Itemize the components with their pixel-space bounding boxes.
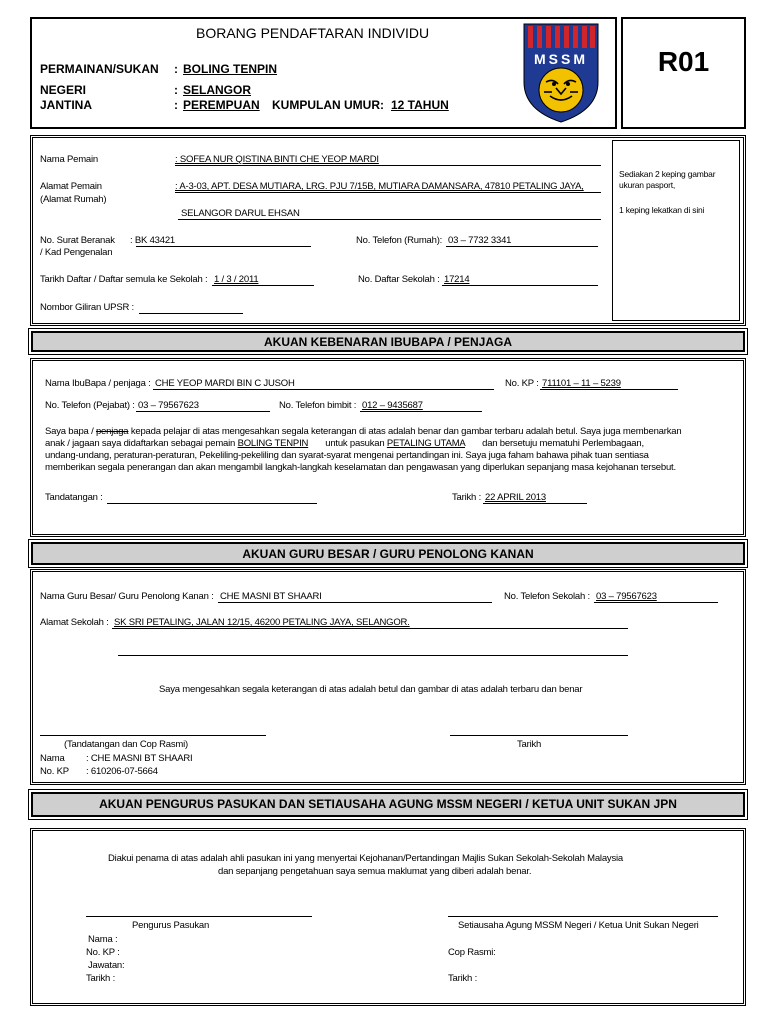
birth-cert-label-2: / Kad Pengenalan bbox=[40, 247, 113, 258]
manager-statement-2: dan sepanjang pengetahuan saya semua maklumat yang diberi adalah benar. bbox=[218, 866, 532, 877]
office-phone-value[interactable]: 03 – 79567623 bbox=[138, 400, 199, 411]
parent-sign-rule[interactable] bbox=[107, 503, 317, 504]
decl-text: untuk pasukan bbox=[308, 438, 387, 449]
game-colon: : bbox=[174, 62, 178, 76]
school-addr-label: Alamat Sekolah : bbox=[40, 617, 109, 628]
photo-note-1: Sediakan 2 keping gambar bbox=[619, 169, 716, 179]
hm-nama-label: Nama bbox=[40, 753, 65, 764]
photo-note-3: 1 keping lekatkan di sini bbox=[619, 205, 705, 215]
school-reg-label: No. Daftar Sekolah : bbox=[358, 274, 440, 285]
address-line-2-rule bbox=[178, 219, 601, 220]
manager-banner: AKUAN PENGURUS PASUKAN DAN SETIAUSAHA AGUNG MSSM NEGERI / KETUA UNIT SUKAN JPN bbox=[31, 792, 745, 817]
parent-ic-rule bbox=[540, 389, 678, 390]
manager-tarikh: Tarikh : bbox=[86, 973, 116, 984]
age-group-value: 12 TAHUN bbox=[391, 98, 449, 112]
address-label-2: (Alamat Rumah) bbox=[40, 194, 107, 205]
photo-note-2: ukuran pasport, bbox=[619, 180, 676, 190]
form-title: BORANG PENDAFTARAN INDIVIDU bbox=[196, 25, 430, 41]
decl-text: dan bersetuju mematuhi Perlembagaan, bbox=[465, 438, 644, 449]
birth-cert-label: No. Surat Beranak bbox=[40, 235, 115, 246]
mobile-label: No. Telefon bimbit : bbox=[279, 400, 357, 411]
secretary-cop: Cop Rasmi: bbox=[448, 947, 496, 958]
secretary-sign-rule[interactable] bbox=[448, 916, 718, 917]
parent-declaration-line-1 bbox=[45, 426, 681, 438]
parent-name-value[interactable]: CHE YEOP MARDI BIN C JUSOH bbox=[155, 378, 295, 389]
office-phone-rule bbox=[136, 411, 270, 412]
parent-banner: AKUAN KEBENARAN IBUBAPA / PENJAGA bbox=[31, 331, 745, 352]
school-phone-label: No. Telefon Sekolah : bbox=[504, 591, 590, 602]
state-colon: : bbox=[174, 83, 178, 97]
reg-date-value[interactable]: 1 / 3 / 2011 bbox=[214, 274, 259, 285]
hm-name-value[interactable]: CHE MASNI BT SHAARI bbox=[220, 591, 322, 602]
form-code: R01 bbox=[657, 46, 710, 77]
home-phone-value[interactable]: 03 – 7732 3341 bbox=[448, 235, 512, 246]
hm-statement: Saya mengesahkan segala keterangan di atas adalah betul dan gambar di atas adalah terbaru dan benar bbox=[159, 684, 583, 695]
hm-sign-rule[interactable] bbox=[40, 735, 266, 736]
manager-caption: Pengurus Pasukan bbox=[132, 920, 210, 931]
player-name-value[interactable]: : SOFEA NUR QISTINA BINTI CHE YEOP MARDI bbox=[175, 154, 379, 165]
hm-sign-caption: (Tandatangan dan Cop Rasmi) bbox=[64, 739, 188, 750]
manager-jawatan: Jawatan: bbox=[88, 960, 125, 971]
school-reg-value[interactable]: 17214 bbox=[444, 274, 470, 285]
gender-label: JANTINA bbox=[40, 98, 93, 112]
school-reg-rule bbox=[442, 285, 598, 286]
decl-text: anak / jagaan saya didaftarkan sebagai pemain bbox=[45, 438, 238, 449]
gender-colon: : bbox=[174, 98, 178, 112]
upsr-label: Nombor Giliran UPSR : bbox=[40, 302, 134, 313]
reg-date-rule bbox=[212, 285, 314, 286]
parent-ic-value[interactable]: 711101 – 11 – 5239 bbox=[542, 378, 621, 389]
struck-word: penjaga bbox=[95, 426, 129, 437]
manager-sign-rule[interactable] bbox=[86, 916, 312, 917]
game-value: BOLING TENPIN bbox=[183, 62, 278, 76]
parent-date-value[interactable]: 22 APRIL 2013 bbox=[485, 492, 546, 503]
state-value: SELANGOR bbox=[183, 83, 252, 97]
birth-cert-rule bbox=[136, 246, 311, 247]
address-line-2[interactable]: SELANGOR DARUL EHSAN bbox=[181, 208, 300, 219]
parent-name-rule bbox=[153, 389, 494, 390]
hm-kp-label: No. KP bbox=[40, 766, 69, 777]
secretary-tarikh: Tarikh : bbox=[448, 973, 478, 984]
hm-name-label: Nama Guru Besar/ Guru Penolong Kanan : bbox=[40, 591, 214, 602]
age-group-label: KUMPULAN UMUR: bbox=[272, 98, 384, 112]
state-label: NEGERI bbox=[40, 83, 87, 97]
player-name-label: Nama Pemain bbox=[40, 154, 98, 165]
manager-kp: No. KP : bbox=[86, 947, 120, 958]
headmaster-banner: AKUAN GURU BESAR / GURU PENOLONG KANAN bbox=[31, 542, 745, 565]
parent-sign-label: Tandatangan : bbox=[45, 492, 103, 503]
manager-nama: Nama : bbox=[88, 934, 118, 945]
home-phone-rule bbox=[446, 246, 598, 247]
decl-game: BOLING TENPIN bbox=[237, 438, 309, 449]
secretary-caption: Setiausaha Agung MSSM Negeri / Ketua Unit Sukan Negeri bbox=[458, 920, 699, 931]
hm-date-rule[interactable] bbox=[450, 735, 628, 736]
gender-value: PEREMPUAN bbox=[183, 98, 260, 112]
parent-name-label: Nama IbuBapa / penjaga : bbox=[45, 378, 151, 389]
school-addr-value[interactable]: SK SRI PETALING, JALAN 12/15, 46200 PETALING JAYA, SELANGOR. bbox=[114, 617, 410, 628]
office-phone-label: No. Telefon (Pejabat) : bbox=[45, 400, 135, 411]
home-phone-label: No. Telefon (Rumah): bbox=[356, 235, 443, 246]
school-addr-rule bbox=[112, 628, 628, 629]
parent-declaration-line-3: undang-undang, peraturan-peraturan, Pekeliling-pekeliling dan syarat-syarat mengenai pertandingan ini. Saya juga faham bahawa pihak tuan sentiasa bbox=[45, 450, 649, 461]
decl-text: Saya bapa / bbox=[45, 426, 94, 437]
mssm-logo bbox=[520, 22, 602, 124]
manager-statement-1: Diakui penama di atas adalah ahli pasukan ini yang menyertai Kejohanan/Pertandingan Majlis Sukan Sekolah-Sekolah Malaysia bbox=[108, 853, 623, 864]
parent-declaration-line-4: memberikan segala penerangan dan akan mengambil langkah-langkah keselamatan dan pengawasan yang diperlukan sepanjang masa kejohanan tersebut. bbox=[45, 462, 676, 473]
reg-date-label: Tarikh Daftar / Daftar semula ke Sekolah : bbox=[40, 274, 208, 285]
decl-text: kepada pelajar di atas mengesahkan segala keterangan di atas adalah benar dan gambar terbaru adalah betul. Saya juga membenarkan bbox=[128, 426, 682, 437]
upsr-rule[interactable] bbox=[139, 313, 243, 314]
mobile-value[interactable]: 012 – 9435687 bbox=[362, 400, 423, 411]
decl-team: PETALING UTAMA bbox=[386, 438, 466, 449]
photo-box bbox=[612, 140, 740, 321]
parent-ic-label: No. KP : bbox=[505, 378, 539, 389]
parent-date-label: Tarikh : bbox=[452, 492, 482, 503]
address-line-1[interactable]: : A-3-03, APT. DESA MUTIARA, LRG. PJU 7/15B, MUTIARA DAMANSARA, 47810 PETALING JAYA, bbox=[175, 181, 584, 192]
hm-date-caption: Tarikh bbox=[517, 739, 542, 750]
hm-nama-value: : CHE MASNI BT SHAARI bbox=[86, 753, 193, 764]
logo-text: MSSM bbox=[534, 51, 588, 67]
school-phone-value[interactable]: 03 – 79567623 bbox=[596, 591, 657, 602]
hm-kp-value: : 610206-07-5664 bbox=[86, 766, 158, 777]
school-phone-rule bbox=[594, 602, 718, 603]
game-label: PERMAINAN/SUKAN bbox=[40, 62, 159, 76]
address-line-1-rule bbox=[175, 192, 601, 193]
parent-date-rule bbox=[483, 503, 587, 504]
birth-cert-value[interactable]: : BK 43421 bbox=[130, 235, 176, 246]
player-name-line bbox=[175, 165, 601, 166]
hm-name-rule bbox=[218, 602, 492, 603]
parent-declaration-line-2 bbox=[45, 438, 644, 450]
address-label: Alamat Pemain bbox=[40, 181, 102, 192]
school-addr-rule-2 bbox=[118, 655, 628, 656]
mobile-rule bbox=[360, 411, 482, 412]
